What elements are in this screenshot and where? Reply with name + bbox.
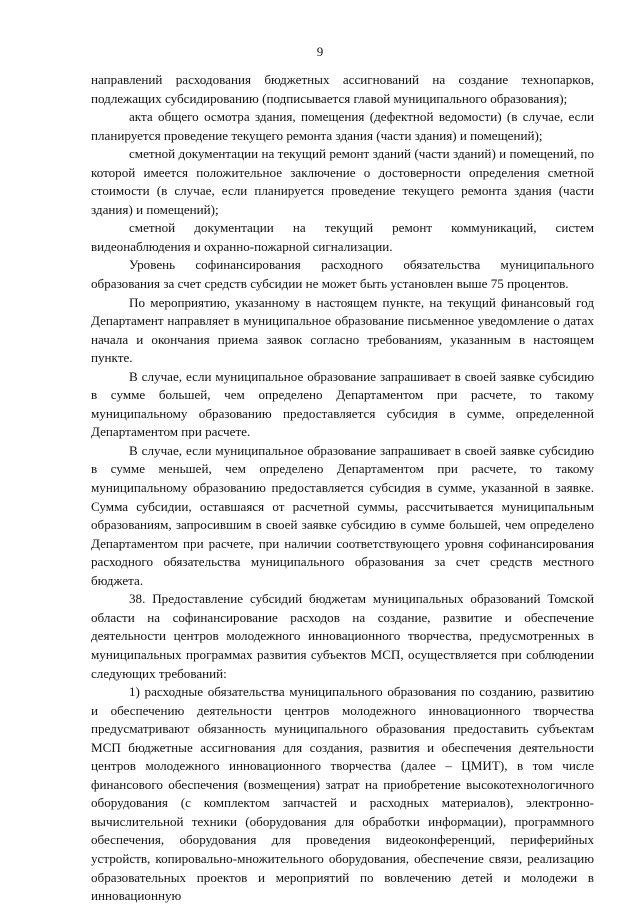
paragraph-continued: направлений расходования бюджетных ассигнований на создание технопарков, подлежащих субсидированию (подписывается главой муниципального образования); <box>91 72 594 106</box>
paragraph: Уровень софинансирования расходного обязательства муниципального образования за счет средств субсидии не может быть установлен выше 75 процентов. <box>91 257 594 292</box>
paragraph: В случае, если муниципальное образование запрашивает в своей заявке субсидию в сумме меньшей, чем определено Департаментом при расчете, то такому муниципальному образованию предоставляется субсидия в сумме, указанной в заявке. Сумма субсидии, оставшаяся от расчетной суммы, рассчитывается муниципальным образованиям, запросившим в своей заявке субсидию в сумме большей, чем определено Департаментом при расчете, при наличии соответствующего уровня софинансирования расходного обязательства муниципального образования за счет средств местного бюджета. <box>91 442 594 588</box>
paragraph: акта общего осмотра здания, помещения (дефектной ведомости) (в случае, если планируется проведение текущего ремонта здания (части здания) и помещений); <box>91 109 594 143</box>
document-body <box>91 71 594 906</box>
paragraph-list-item-1: 1) расходные обязательства муниципального образования по созданию, развитию и обеспечению деятельности центров молодежного инновационного творчества предусматривают обязанность муниципального образования предоставить субъектам МСП бюджетные ассигнования для создания, развития и обеспечения деятельности центров молодежного инновационного творчества (далее – ЦМИТ), в том числе финансового обеспечения (возмещения) затрат на приобретение высокотехнологичного оборудования (с комплектом запчастей и расходных материалов), электронно-вычислительной техники (оборудования для обработки информации), программного обеспечения, оборудования для проведения видеоконференций, периферийных устройств, копировально-множительного оборудования, обеспечение связи, реализацию образовательных проектов и мероприятий по вовлечению детей и молодежи в инновационную <box>91 684 594 904</box>
paragraph: сметной документации на текущий ремонт коммуникаций, систем видеонаблюдения и охранно-пожарной сигнализации. <box>91 220 594 254</box>
paragraph: По мероприятию, указанному в настоящем пункте, на текущий финансовый год Департамент направляет в муниципальное образование письменное уведомление о датах начала и окончания приема заявок согласно требованиям, указанным в настоящем пункте. <box>91 294 594 366</box>
paragraph: сметной документации на текущий ремонт зданий (части зданий) и помещений, по которой имеется положительное заключение о достоверности определения сметной стоимости (в случае, если планируется проведение текущего ремонта здания (части здания) и помещений); <box>91 146 594 217</box>
page-number: 9 <box>316 44 324 59</box>
paragraph-section-38: 38. Предоставление субсидий бюджетам муниципальных образований Томской области на софинансирование расходов на создание, развитие и обеспечение деятельности центров молодежного инновационного творчества, предусмотренных в муниципальных программах развития субъектов МСП, осуществляется при соблюдении следующих требований: <box>91 591 594 681</box>
paragraph: В случае, если муниципальное образование запрашивает в своей заявке субсидию в сумме большей, чем определено Департаментом при расчете, то такому муниципальному образованию предоставляется субсидия в сумме, определенной Департаментом при расчете. <box>91 368 594 440</box>
